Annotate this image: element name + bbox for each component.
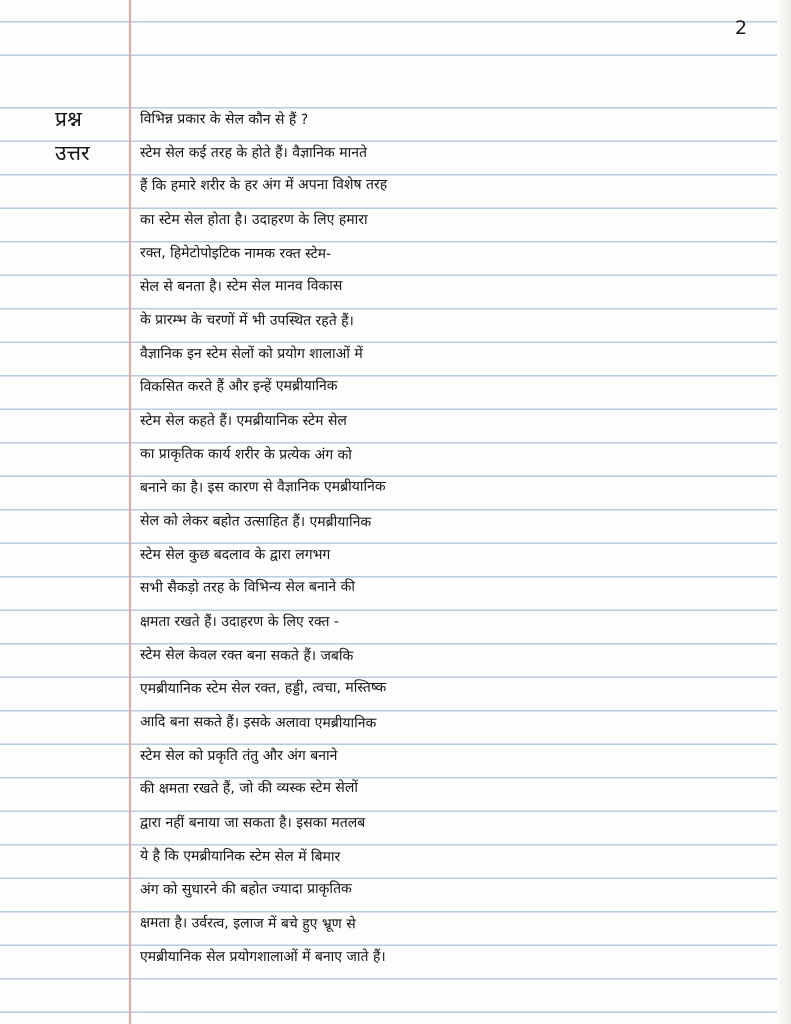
answer-line: स्टेम सेल केवल रक्त बना सकते हैं। जबकि <box>139 647 354 665</box>
answer-line: स्टेम सेल कई तरह के होते हैं। वैज्ञानिक मानते <box>140 144 368 161</box>
answer-line: ये है कि एमब्रीयानिक स्टेम सेल में बिमार <box>139 848 341 866</box>
answer-line: सेल को लेकर बहोत उत्साहित हैं। एमब्रीयानिक <box>139 513 372 531</box>
answer-line: हैं कि हमारे शरीर के हर अंग में अपना विशेष तरह <box>139 176 388 194</box>
answer-line: आदि बना सकते हैं। इसके अलावा एमब्रीयानिक <box>139 714 377 732</box>
answer-line: रक्त, हिमेटोपोइटिक नामक रक्त स्टेम- <box>139 245 332 263</box>
margin-labels <box>55 103 135 170</box>
handwritten-text <box>140 103 780 974</box>
answer-line: की क्षमता रखते हैं, जो की व्यस्क स्टेम सेलों <box>139 779 359 797</box>
answer-line: क्षमता रखते हैं। उदाहरण के लिए रक्त - <box>140 613 339 630</box>
answer-line: अंग को सुधारने की बहोत ज्यादा प्राकृतिक <box>139 880 352 898</box>
answer-line: वैज्ञानिक इन स्टेम सेलों को प्रयोग शालाओं में <box>140 345 363 362</box>
answer-line: स्टेम सेल को प्रकृति तंतु और अंग बनाने <box>140 747 338 764</box>
answer-line: विकसित करते हैं और इन्हें एमब्रीयानिक <box>139 377 338 395</box>
question-label: प्रश्न <box>55 107 82 131</box>
answer-line: स्टेम सेल कुछ बदलाव के द्वारा लगभग <box>140 546 331 563</box>
answer-line: के प्रारम्भ के चरणों में भी उपस्थित रहते हैं। <box>139 312 354 330</box>
answer-line: क्षमता है। उर्वरत्व, इलाज में बचे हुए भ्रूण से <box>139 915 356 933</box>
question-text: विभिन्न प्रकार के सेल कौन से हैं ? <box>139 111 309 129</box>
answer-line: एमब्रीयानिक सेल प्रयोगशालाओं में बनाए जाते हैं। <box>140 948 386 965</box>
answer-line: बनाने का है। इस कारण से वैज्ञानिक एमब्रीयानिक <box>139 478 386 496</box>
page-number: 2 <box>735 17 748 39</box>
answer-line: सभी सैकड़ो तरह के विभिन्य सेल बनाने की <box>139 578 355 596</box>
answer-line: सेल से बनता है। स्टेम सेल मानव विकास <box>139 277 343 295</box>
answer-line: द्वारा नहीं बनाया जा सकता है। इसका मतलब <box>140 814 366 831</box>
answer-line: स्टेम सेल कहते हैं। एमब्रीयानिक स्टेम सेल <box>140 412 347 429</box>
answer-line: का प्राकृतिक कार्य शरीर के प्रत्येक अंग को <box>139 446 352 464</box>
answer-label: उत्तर <box>55 140 90 165</box>
answer-line: एमब्रीयानिक स्टेम सेल रक्त, हड्डी, त्वचा, मस्तिष्क <box>139 679 387 697</box>
answer-line: का स्टेम सेल होता है। उदाहरण के लिए हमारा <box>140 211 368 228</box>
